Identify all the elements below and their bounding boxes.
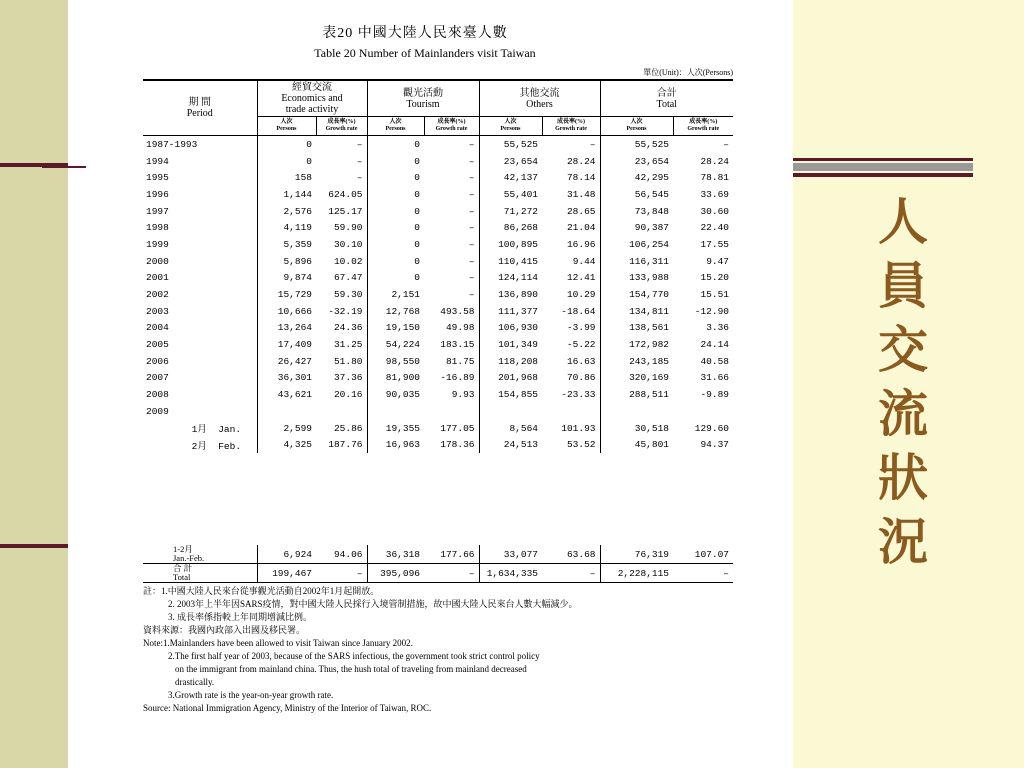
title-char: 人 bbox=[878, 192, 928, 251]
row-cell: 43,621 bbox=[257, 386, 316, 403]
row-cell: 154,855 bbox=[479, 386, 542, 403]
row-cell: – bbox=[468, 255, 475, 267]
table-row bbox=[143, 420, 733, 437]
row-cell: 36,301 bbox=[257, 370, 316, 387]
data-table bbox=[143, 79, 733, 583]
row-cell: 81,900 bbox=[367, 370, 424, 387]
row-cell bbox=[316, 403, 367, 420]
sub-header-growth: 成長率(%) Growth rate bbox=[424, 117, 479, 136]
row-cell: -12.90 bbox=[694, 305, 729, 317]
left-decor-line bbox=[42, 166, 86, 168]
sub-header-persons: 人次 Persons bbox=[257, 117, 316, 136]
row-cell: 106,254 bbox=[600, 236, 673, 253]
sub-header-persons: 人次 Persons bbox=[367, 117, 424, 136]
row-cell: -3.99 bbox=[566, 322, 596, 334]
row-cell: 111,377 bbox=[479, 303, 542, 320]
row-cell: 125.17 bbox=[328, 205, 363, 217]
row-cell: 2,599 bbox=[257, 420, 316, 437]
row-period: 1999 bbox=[146, 238, 169, 250]
row-cell: 4,119 bbox=[257, 219, 316, 236]
table-row bbox=[143, 236, 733, 253]
row-cell: 22.40 bbox=[700, 222, 729, 234]
row-cell: 19,150 bbox=[367, 320, 424, 337]
note-line: on the immigrant from mainland china. Thus, the hush total of traveling from mainland decreased bbox=[175, 664, 527, 675]
row-cell: 101,349 bbox=[479, 336, 542, 353]
others-header: 其他交流 Others bbox=[479, 80, 600, 117]
row-cell: 133,988 bbox=[600, 270, 673, 287]
total-row: 合 計 Total 199,467 – 395,096 – 1,634,335 – 2,228,115 – bbox=[143, 564, 733, 583]
row-cell: 37.36 bbox=[333, 372, 363, 384]
row-cell: 1,144 bbox=[257, 186, 316, 203]
row-cell: 0 bbox=[367, 169, 424, 186]
table-row bbox=[143, 253, 733, 270]
row-cell: -9.89 bbox=[700, 389, 729, 401]
row-cell: – bbox=[468, 138, 475, 150]
row-cell: 124,114 bbox=[479, 270, 542, 287]
row-period: 2001 bbox=[146, 272, 169, 284]
row-cell: 15.51 bbox=[700, 289, 729, 301]
row-cell: 73,848 bbox=[600, 203, 673, 220]
table-row bbox=[143, 320, 733, 337]
row-cell: 493.58 bbox=[440, 305, 475, 317]
row-period: 2月 Feb. bbox=[146, 440, 242, 452]
spacer-row bbox=[143, 453, 733, 545]
row-cell: 20.16 bbox=[333, 389, 363, 401]
title-char: 況 bbox=[878, 512, 928, 571]
note-line: 3. 成長率係指較上年同期增減比例。 bbox=[168, 612, 313, 623]
row-cell: 177.05 bbox=[440, 422, 475, 434]
row-cell: – bbox=[468, 155, 475, 167]
left-decor-strip bbox=[0, 0, 68, 768]
row-cell: 55,401 bbox=[479, 186, 542, 203]
table-row bbox=[143, 370, 733, 387]
row-cell bbox=[542, 403, 600, 420]
row-cell: -5.22 bbox=[566, 339, 596, 351]
row-cell: 9.44 bbox=[572, 255, 596, 267]
row-cell: -16.89 bbox=[440, 372, 475, 384]
left-decor-bar-bottom bbox=[0, 544, 68, 548]
row-cell: 9.47 bbox=[706, 255, 729, 267]
row-period: 2006 bbox=[146, 355, 169, 367]
title-char: 流 bbox=[878, 384, 928, 443]
row-cell: 45,801 bbox=[600, 436, 673, 453]
tourism-header: 觀光活動 Tourism bbox=[367, 80, 479, 117]
row-cell: 138,561 bbox=[600, 320, 673, 337]
row-cell: 10.29 bbox=[566, 289, 596, 301]
row-cell: 154,770 bbox=[600, 286, 673, 303]
row-period: 2005 bbox=[146, 339, 169, 351]
row-cell: -23.33 bbox=[561, 389, 596, 401]
row-cell: 106,930 bbox=[479, 320, 542, 337]
row-cell: 15,729 bbox=[257, 286, 316, 303]
row-cell: 67.47 bbox=[333, 272, 363, 284]
sub-header-persons: 人次 Persons bbox=[600, 117, 673, 136]
note-line: Note:1.Mainlanders have been allowed to visit Taiwan since January 2002. bbox=[143, 638, 413, 649]
note-line: drastically. bbox=[175, 677, 215, 688]
row-cell: 25.86 bbox=[333, 422, 363, 434]
row-cell: 23,654 bbox=[600, 153, 673, 170]
row-cell: – bbox=[468, 172, 475, 184]
row-period: 1997 bbox=[146, 205, 169, 217]
sub-header-growth: 成長率(%) Growth rate bbox=[542, 117, 600, 136]
row-period: 1987-1993 bbox=[146, 138, 198, 150]
period-header: 期 間 Period bbox=[143, 80, 257, 136]
row-cell: 24.36 bbox=[333, 322, 363, 334]
row-cell: 19,355 bbox=[367, 420, 424, 437]
row-cell: 78.81 bbox=[700, 172, 729, 184]
note-line: 3.Growth rate is the year-on-year growth rate. bbox=[168, 690, 334, 701]
row-period: 2008 bbox=[146, 389, 169, 401]
row-cell: 15.20 bbox=[700, 272, 729, 284]
row-cell: 5,896 bbox=[257, 253, 316, 270]
title-char: 員 bbox=[878, 256, 928, 315]
row-cell: 31.48 bbox=[566, 188, 596, 200]
row-cell: 42,295 bbox=[600, 169, 673, 186]
row-period: 1994 bbox=[146, 155, 169, 167]
row-cell: 78.14 bbox=[566, 172, 596, 184]
row-cell: – bbox=[589, 138, 596, 150]
table-row bbox=[143, 386, 733, 403]
row-cell: 28.65 bbox=[566, 205, 596, 217]
row-cell: 30.10 bbox=[333, 238, 363, 250]
row-cell: 118,208 bbox=[479, 353, 542, 370]
row-cell: 2,151 bbox=[367, 286, 424, 303]
row-cell bbox=[673, 403, 733, 420]
row-cell: – bbox=[468, 222, 475, 234]
row-cell: 4,325 bbox=[257, 436, 316, 453]
row-cell: 0 bbox=[367, 186, 424, 203]
row-cell: -18.64 bbox=[561, 305, 596, 317]
row-period: 2002 bbox=[146, 289, 169, 301]
row-cell: 31.66 bbox=[700, 372, 729, 384]
sub-header-growth: 成長率(%) Growth rate bbox=[673, 117, 733, 136]
row-cell: 0 bbox=[367, 153, 424, 170]
table-row bbox=[143, 136, 733, 153]
row-cell: 26,427 bbox=[257, 353, 316, 370]
row-cell: 90,387 bbox=[600, 219, 673, 236]
row-cell: 201,968 bbox=[479, 370, 542, 387]
row-cell: 55,525 bbox=[600, 136, 673, 153]
table-row bbox=[143, 286, 733, 303]
note-line: Source: National Immigration Agency, Ministry of the Interior of Taiwan, ROC. bbox=[143, 703, 432, 714]
row-cell: 12,768 bbox=[367, 303, 424, 320]
row-cell: 5,359 bbox=[257, 236, 316, 253]
total-header: 合計 Total bbox=[600, 80, 733, 117]
table-document bbox=[143, 22, 737, 715]
row-cell: 30,518 bbox=[600, 420, 673, 437]
row-cell bbox=[600, 403, 673, 420]
row-cell: 0 bbox=[367, 253, 424, 270]
row-cell: 56,545 bbox=[600, 186, 673, 203]
table-notes bbox=[143, 585, 737, 715]
row-cell: 98,550 bbox=[367, 353, 424, 370]
note-line: 2.The first half year of 2003, because of the SARS infectious, the government took strict control policy bbox=[168, 651, 540, 662]
row-cell: 3.36 bbox=[706, 322, 729, 334]
right-decor-line-2 bbox=[793, 163, 973, 171]
table-row bbox=[143, 186, 733, 203]
row-cell: – bbox=[468, 188, 475, 200]
note-line: 資料來源：我國內政部入出國及移民署。 bbox=[143, 625, 306, 636]
sub-header-growth: 成長率(%) Growth rate bbox=[316, 117, 367, 136]
row-cell: 0 bbox=[367, 236, 424, 253]
row-cell: 59.30 bbox=[333, 289, 363, 301]
row-cell: 100,895 bbox=[479, 236, 542, 253]
row-cell: 24,513 bbox=[479, 436, 542, 453]
row-period: 2000 bbox=[146, 255, 169, 267]
janfeb-row: 1-2月 Jan.-Feb. 6,924 94.06 36,318 177.66 33,077 63.68 76,319 107.07 bbox=[173, 544, 729, 564]
row-cell: 33.69 bbox=[700, 188, 729, 200]
unit-label: 單位(Unit)：人次(Persons) bbox=[643, 68, 733, 77]
row-cell: – bbox=[468, 289, 475, 301]
row-cell: – bbox=[356, 155, 363, 167]
row-cell: 172,982 bbox=[600, 336, 673, 353]
row-cell: 320,169 bbox=[600, 370, 673, 387]
row-cell: 183.15 bbox=[440, 339, 475, 351]
row-cell: 10,666 bbox=[257, 303, 316, 320]
row-cell: 51.80 bbox=[333, 355, 363, 367]
row-cell: 81.75 bbox=[445, 355, 475, 367]
row-cell: 17,409 bbox=[257, 336, 316, 353]
row-cell: 49.98 bbox=[445, 322, 475, 334]
row-period: 2009 bbox=[146, 405, 169, 417]
row-cell: – bbox=[468, 272, 475, 284]
row-cell: 30.60 bbox=[700, 205, 729, 217]
row-cell: 178.36 bbox=[440, 439, 475, 451]
right-decor-line-1 bbox=[793, 158, 973, 161]
row-cell: 21.04 bbox=[566, 222, 596, 234]
row-cell: 13,264 bbox=[257, 320, 316, 337]
row-cell: 0 bbox=[367, 219, 424, 236]
row-period: 1996 bbox=[146, 188, 169, 200]
row-cell: – bbox=[356, 172, 363, 184]
row-cell bbox=[479, 403, 542, 420]
slide-title-vertical bbox=[858, 190, 948, 574]
row-cell: 31.25 bbox=[333, 339, 363, 351]
row-cell: 129.60 bbox=[694, 422, 729, 434]
row-cell: 86,268 bbox=[479, 219, 542, 236]
row-cell: 2,576 bbox=[257, 203, 316, 220]
row-cell: 16.63 bbox=[566, 355, 596, 367]
row-cell: 10.02 bbox=[333, 255, 363, 267]
note-line: 2. 2003年上半年因SARS疫情，對中國大陸人民採行入境管制措施，故中國大陸人民來台人數大幅減少。 bbox=[168, 599, 578, 610]
row-cell: – bbox=[723, 138, 729, 150]
note-line: 註：1.中國大陸人民來台從事觀光活動自2002年1月起開放。 bbox=[143, 586, 380, 597]
row-period: 1998 bbox=[146, 222, 169, 234]
table-row bbox=[143, 153, 733, 170]
row-cell: -32.19 bbox=[328, 305, 363, 317]
row-cell: 42,137 bbox=[479, 169, 542, 186]
row-cell: 8,564 bbox=[479, 420, 542, 437]
row-cell: 16.96 bbox=[566, 238, 596, 250]
table-row bbox=[143, 436, 733, 453]
right-decor-line-3 bbox=[793, 173, 973, 177]
row-cell: – bbox=[356, 138, 363, 150]
row-cell: 55,525 bbox=[479, 136, 542, 153]
row-period: 2003 bbox=[146, 305, 169, 317]
row-cell: 0 bbox=[367, 270, 424, 287]
row-cell: 288,511 bbox=[600, 386, 673, 403]
row-cell: 134,811 bbox=[600, 303, 673, 320]
row-cell: 94.37 bbox=[700, 439, 729, 451]
row-period: 1995 bbox=[146, 172, 169, 184]
row-cell: 243,185 bbox=[600, 353, 673, 370]
row-cell: 71,272 bbox=[479, 203, 542, 220]
table-row bbox=[143, 353, 733, 370]
row-cell: 28.24 bbox=[700, 155, 729, 167]
table-row bbox=[143, 169, 733, 186]
row-cell: 116,311 bbox=[600, 253, 673, 270]
row-period: 2007 bbox=[146, 372, 169, 384]
row-cell: 0 bbox=[367, 203, 424, 220]
table-row bbox=[143, 403, 733, 420]
table-row bbox=[143, 303, 733, 320]
row-cell: 59.90 bbox=[333, 222, 363, 234]
row-cell: – bbox=[468, 205, 475, 217]
row-cell: 136,890 bbox=[479, 286, 542, 303]
row-cell bbox=[367, 403, 424, 420]
row-cell: 9,874 bbox=[257, 270, 316, 287]
row-cell: 28.24 bbox=[566, 155, 596, 167]
sub-header-persons: 人次 Persons bbox=[479, 117, 542, 136]
table-row bbox=[143, 336, 733, 353]
table-row bbox=[143, 270, 733, 287]
row-cell: 158 bbox=[257, 169, 316, 186]
row-cell: 624.05 bbox=[328, 188, 363, 200]
row-cell: 90,035 bbox=[367, 386, 424, 403]
row-cell: 24.14 bbox=[700, 339, 729, 351]
row-cell: 187.76 bbox=[328, 439, 363, 451]
row-cell: 0 bbox=[257, 136, 316, 153]
title-char: 狀 bbox=[878, 448, 928, 507]
row-cell: 17.55 bbox=[700, 238, 729, 250]
table-title-zh: 表20 中國大陸人民來臺人數 bbox=[322, 26, 508, 41]
row-cell: 40.58 bbox=[700, 355, 729, 367]
row-cell bbox=[424, 403, 479, 420]
row-cell: – bbox=[468, 238, 475, 250]
row-cell: 0 bbox=[367, 136, 424, 153]
table-row bbox=[143, 203, 733, 220]
row-cell: 23,654 bbox=[479, 153, 542, 170]
table-row bbox=[143, 219, 733, 236]
row-cell bbox=[257, 403, 316, 420]
table-title-en: Table 20 Number of Mainlanders visit Taiwan bbox=[314, 46, 536, 60]
row-period: 2004 bbox=[146, 322, 169, 334]
row-cell: 70.86 bbox=[566, 372, 596, 384]
row-cell: 101.93 bbox=[561, 422, 596, 434]
row-cell: 16,963 bbox=[367, 436, 424, 453]
row-period: 1月 Jan. bbox=[146, 424, 242, 436]
econ-header: 經貿交流 Economics and trade activity bbox=[257, 80, 367, 117]
row-cell: 110,415 bbox=[479, 253, 542, 270]
row-cell: 0 bbox=[257, 153, 316, 170]
row-cell: 9.93 bbox=[451, 389, 475, 401]
row-cell: 53.52 bbox=[566, 439, 596, 451]
row-cell: 54,224 bbox=[367, 336, 424, 353]
title-char: 交 bbox=[878, 320, 928, 379]
row-cell: 12.41 bbox=[566, 272, 596, 284]
